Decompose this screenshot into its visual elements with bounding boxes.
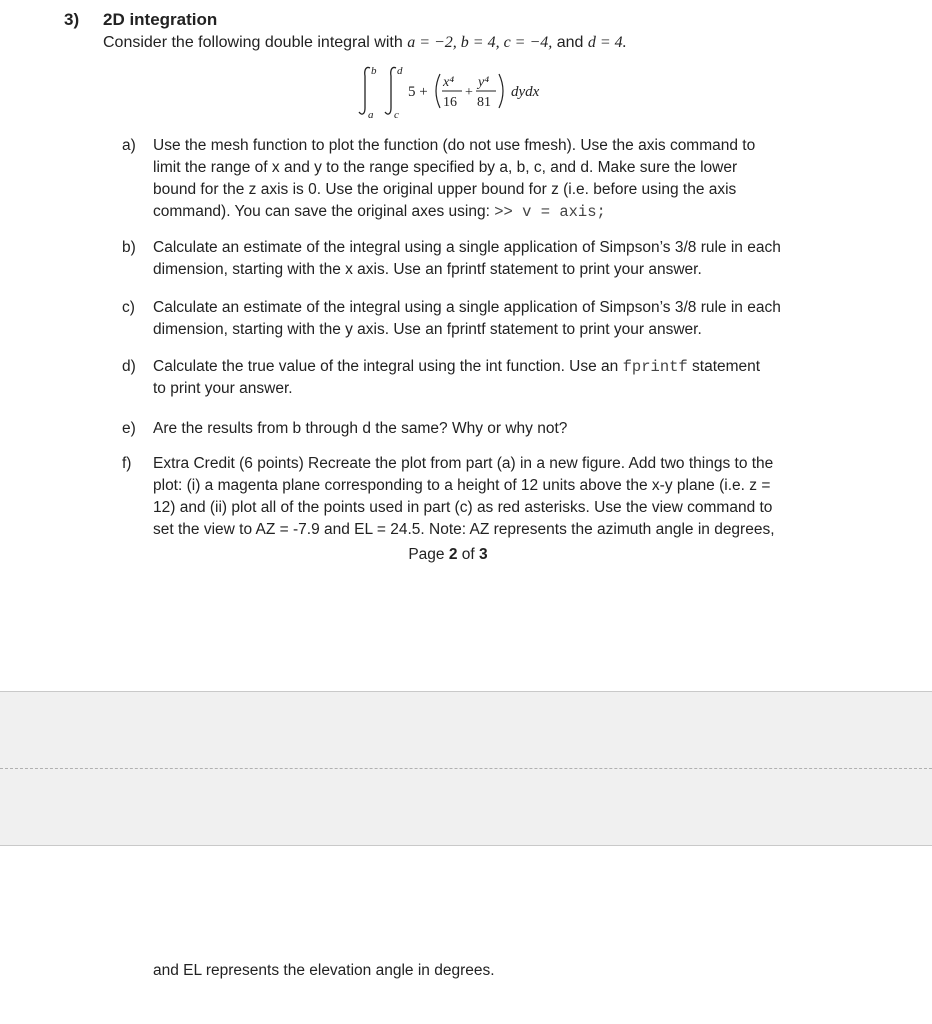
part-d-line-2: to print your answer. bbox=[153, 380, 293, 397]
current-page: 2 bbox=[448, 546, 458, 563]
part-a-label: a) bbox=[122, 137, 136, 154]
part-e-label: e) bbox=[122, 420, 136, 437]
question-intro bbox=[103, 34, 627, 52]
part-d-label: d) bbox=[122, 358, 136, 375]
total-pages: 3 bbox=[479, 546, 488, 563]
constant-term: 5 + bbox=[408, 84, 428, 100]
part-b bbox=[122, 237, 832, 281]
part-d-line-1 bbox=[153, 356, 832, 378]
part-f bbox=[122, 453, 832, 541]
fraction-1-denominator: 16 bbox=[443, 95, 457, 110]
intro-params: a = −2, b = 4, c = −4, bbox=[407, 34, 553, 51]
outer-integral-sign bbox=[359, 67, 370, 114]
page-break-dashed-line bbox=[0, 768, 932, 769]
continuation-text: and EL represents the elevation angle in degrees. bbox=[153, 962, 495, 979]
fraction-2-numerator: y⁴ bbox=[478, 75, 490, 90]
part-a-line-4-text: command). You can save the original axes using: bbox=[153, 203, 495, 220]
part-b-line-1: Calculate an estimate of the integral using a single application of Simpson’s 3/8 rule in each bbox=[153, 239, 781, 256]
part-a-line-2: limit the range of x and y to the range specified by a, b, c, and d. Make sure the lower bbox=[153, 159, 738, 176]
part-c-line-2: dimension, starting with the y axis. Use an fprintf statement to print your answer. bbox=[153, 321, 702, 338]
plus-sign: + bbox=[465, 85, 473, 100]
intro-prefix: Consider the following double integral with bbox=[103, 34, 408, 51]
fprintf-code: fprintf bbox=[622, 358, 688, 376]
inner-integral-sign bbox=[385, 67, 396, 114]
outer-upper-limit: b bbox=[371, 65, 377, 77]
part-f-line-1: Extra Credit (6 points) Recreate the plot from part (a) in a new figure. Add two things to the bbox=[153, 455, 774, 472]
part-e-body bbox=[153, 418, 832, 440]
intro-and: and bbox=[552, 34, 588, 51]
part-b-body bbox=[153, 237, 832, 281]
part-b-line-2: dimension, starting with the x axis. Use an fprintf statement to print your answer. bbox=[153, 261, 702, 278]
question-number: 3) bbox=[64, 10, 80, 29]
part-c-label: c) bbox=[122, 299, 135, 316]
part-e bbox=[122, 418, 832, 440]
part-a-line-1: Use the mesh function to plot the function (do not use fmesh). Use the axis command to bbox=[153, 137, 756, 154]
inner-lower-limit: c bbox=[394, 109, 399, 121]
inner-upper-limit: d bbox=[397, 65, 403, 77]
fraction-2-denominator: 81 bbox=[477, 95, 491, 110]
page-number bbox=[0, 546, 896, 564]
of-word: of bbox=[461, 546, 475, 563]
part-f-body bbox=[153, 453, 832, 541]
part-b-label: b) bbox=[122, 239, 136, 256]
left-paren bbox=[436, 74, 440, 108]
double-integral-equation bbox=[356, 62, 616, 120]
part-a-line-3: bound for the z axis is 0. Use the original upper bound for z (i.e. before using the axis bbox=[153, 181, 737, 198]
part-a bbox=[122, 135, 832, 223]
part-d-body bbox=[153, 356, 832, 400]
outer-lower-limit: a bbox=[368, 109, 374, 121]
part-d bbox=[122, 356, 832, 400]
question-title: 2D integration bbox=[103, 10, 218, 29]
fraction-1-numerator: x⁴ bbox=[443, 75, 455, 90]
part-d-pre-code: Calculate the true value of the integral using the int function. Use an bbox=[153, 358, 623, 375]
equation-svg bbox=[356, 62, 616, 120]
part-e-line-1: Are the results from b through d the same? Why or why not? bbox=[153, 420, 568, 437]
part-a-line-4 bbox=[153, 201, 832, 223]
part-c-body bbox=[153, 297, 832, 341]
page-word: Page bbox=[408, 546, 445, 563]
part-f-line-2: plot: (i) a magenta plane corresponding to a height of 12 units above the x-y plane (i.e. z = bbox=[153, 477, 771, 494]
intro-d-param: d = 4. bbox=[587, 34, 627, 51]
right-paren bbox=[499, 74, 503, 108]
part-f-line-4: set the view to AZ = -7.9 and EL = 24.5. Note: AZ represents the azimuth angle in degrees, bbox=[153, 521, 775, 538]
part-a-body bbox=[153, 135, 832, 223]
part-c-line-1: Calculate an estimate of the integral using a single application of Simpson’s 3/8 rule in each bbox=[153, 299, 781, 316]
part-d-post-code: statement bbox=[687, 358, 761, 375]
differential: dydx bbox=[511, 84, 540, 100]
part-f-label: f) bbox=[122, 455, 132, 472]
part-c bbox=[122, 297, 832, 341]
axis-code-snippet: >> v = axis; bbox=[494, 203, 606, 221]
part-f-line-3: 12) and (ii) plot all of the points used in part (c) as red asterisks. Use the view command to bbox=[153, 499, 773, 516]
